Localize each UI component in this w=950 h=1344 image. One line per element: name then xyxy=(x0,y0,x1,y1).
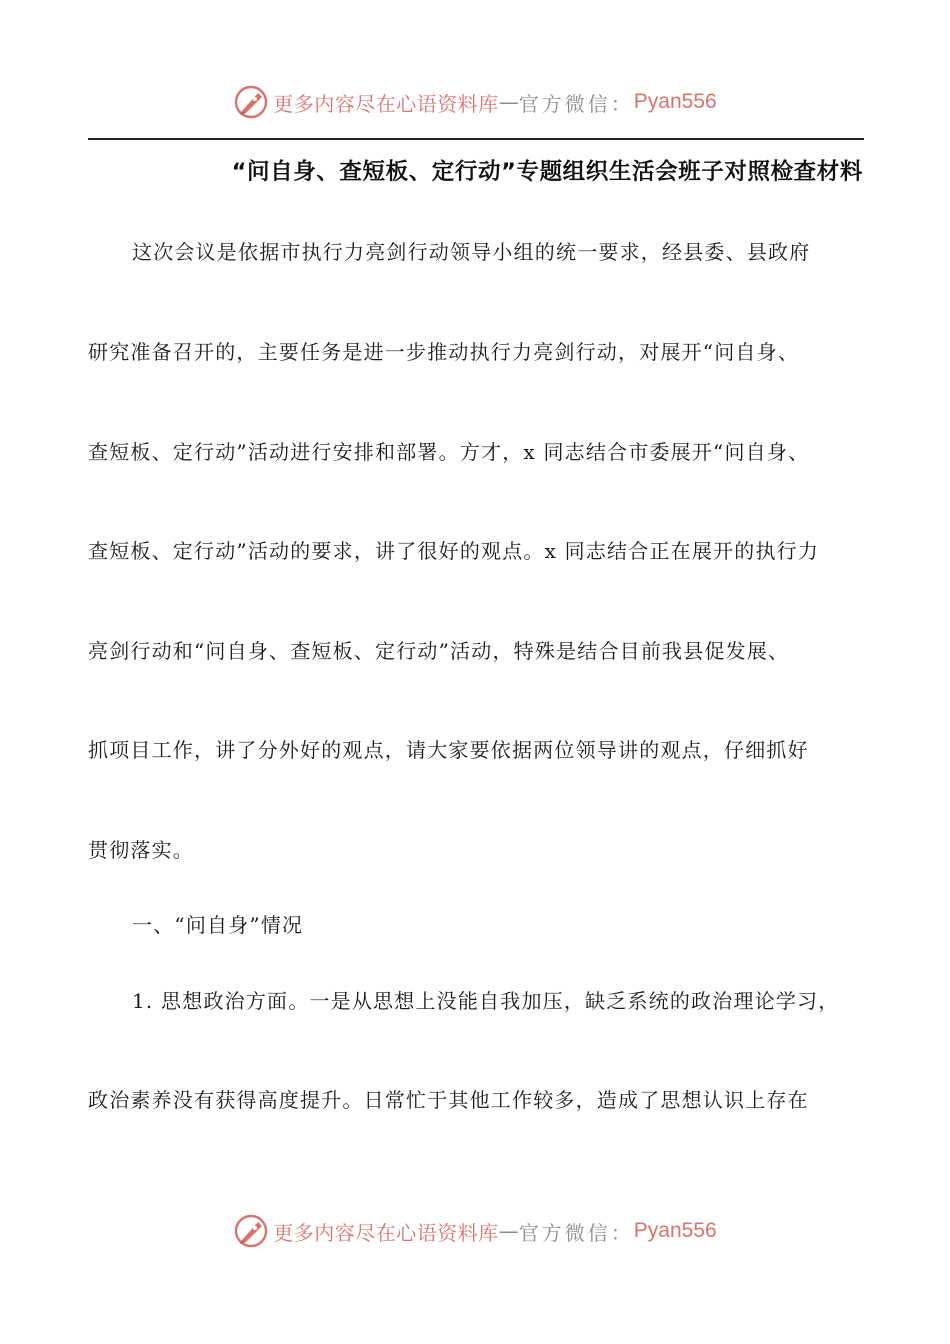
body-line-2: 研究准备召开的，主要任务是进一步推动执行力亮剑行动，对展开“问自身、 xyxy=(88,340,800,364)
header-banner xyxy=(0,82,950,122)
header-divider xyxy=(88,138,864,140)
body-line-5: 亮剑行动和“问自身、查短板、定行动”活动，特殊是结合目前我县促发展、 xyxy=(88,639,790,663)
body-line-9: 政治素养没有获得高度提升。日常忙于其他工作较多，造成了思想认识上存在 xyxy=(88,1088,809,1112)
body-line-1: 这次会议是依据市执行力亮剑行动领导小组的统一要求，经县委、县政府 xyxy=(132,240,811,264)
promo-text: 更多内容尽在心语资料库 xyxy=(273,91,499,116)
wechat-label: 官方微信： xyxy=(518,91,634,116)
section-heading: 一、“问自身”情况 xyxy=(132,913,304,937)
promo-dash: — xyxy=(498,90,519,114)
body-line-3: 查短板、定行动”活动进行安排和部署。方才，x 同志结合市委展开“问自身、 xyxy=(88,440,810,464)
body-line-4: 查短板、定行动”活动的要求，讲了很好的观点。x 同志结合正在展开的执行力 xyxy=(88,539,820,563)
footer-banner xyxy=(0,1211,950,1251)
promo-dash: — xyxy=(498,1219,519,1243)
document-title: “问自身、查短板、定行动”专题组织生活会班子对照检查材料 xyxy=(231,159,863,185)
wechat-label: 官方微信： xyxy=(518,1220,634,1245)
pen-logo-icon xyxy=(233,1213,269,1249)
wechat-id: Pyan556 xyxy=(633,90,717,113)
body-line-8: 1. 思想政治方面。一是从思想上没能自我加压，缺乏系统的政治理论学习， xyxy=(132,989,840,1013)
pen-logo-icon xyxy=(233,84,269,120)
body-line-7: 贯彻落实。 xyxy=(88,838,194,862)
promo-text: 更多内容尽在心语资料库 xyxy=(273,1220,499,1245)
body-line-6: 抓项目工作，讲了分外好的观点，请大家要依据两位领导讲的观点，仔细抓好 xyxy=(88,738,809,762)
wechat-id: Pyan556 xyxy=(633,1219,717,1242)
